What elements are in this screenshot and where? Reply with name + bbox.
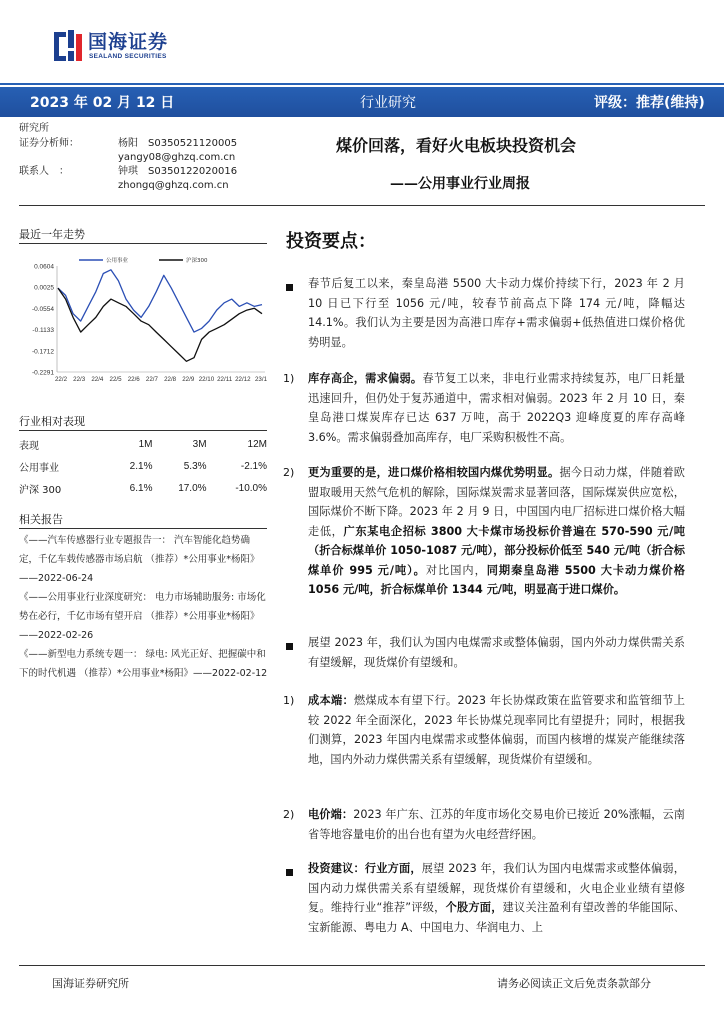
investment-highlights-heading: 投资要点： — [286, 231, 376, 252]
contact-email[interactable]: zhongq@ghzq.com.cn — [118, 180, 229, 191]
table-cell: 17.0% — [178, 482, 207, 494]
para-inventory: 库存高企，需求偏弱。春节复工以来，非电行业需求持续复苏，电厂日耗量迅速回升，但仍处于复苏通道中，需求相对偏弱。2023 年 2 月 10 日，秦皇岛港口煤炭库存已达 637 万吨，高于 2022Q3 迎峰度夏的库存高峰 3.6%。需求偏弱叠加高库存，电厂采购积极性不高。 — [308, 372, 685, 444]
table-cell: 公用事业 — [19, 462, 59, 474]
logo-text-en: SEALAND SECURITIES — [89, 53, 167, 60]
x-tick-label: 22/12 — [235, 376, 251, 383]
logo-text-cn: 国海证券 — [88, 31, 169, 53]
x-tick-label: 22/11 — [217, 376, 233, 383]
para-price-side: 电价端：2023 年广东、江苏的年度市场化交易电价已接近 20%涨幅，云南省等地容量电价的出台也有望为火电经营纾困。 — [308, 808, 685, 841]
x-tick-label: 22/6 — [127, 376, 140, 383]
table-header-cell: 表现 — [19, 440, 39, 452]
x-tick-label: 22/8 — [164, 376, 177, 383]
list-number: 1) — [283, 372, 295, 385]
related-reports — [19, 531, 269, 683]
y-tick-label: 0.0604 — [34, 263, 54, 271]
report-rating: 评级：推荐(维持) — [594, 95, 705, 111]
x-tick-label: 22/2 — [54, 376, 68, 383]
related-report-item[interactable]: 《——公用事业行业深度研究： 电力市场辅助服务: 市场化势在必行，千亿市场有望开启 （推荐）*公用事业*杨阳》——2022-02-26 — [19, 592, 266, 641]
analyst-name: 杨阳 — [118, 138, 138, 149]
para-recommendation: 投资建议：行业方面，展望 2023 年，我们认为国内电煤需求或整体偏弱，国内动力煤供需关系有望缓解，现货煤价有望缓和，火电企业业绩有望修复。维持行业“推荐”评级，个股方面，建议关注盈利有望改善的华能国际、宝新能源、粤电力 A、中国电力、华润电力、上 — [308, 862, 685, 934]
table-header-cell: 1M — [138, 438, 153, 450]
table-header-row — [19, 433, 267, 455]
bullet-icon — [286, 869, 293, 876]
reports-heading: 相关报告 — [19, 513, 63, 526]
institute-label: 研究所 — [19, 123, 49, 134]
para-outlook: 展望 2023 年，我们认为国内电煤需求或整体偏弱，国内外动力煤供需关系有望缓解，现货煤价有望缓和。 — [308, 636, 685, 669]
y-tick-label: -0.1712 — [31, 348, 54, 356]
analyst-label: 证券分析师： — [19, 138, 79, 149]
table-cell: -2.1% — [240, 460, 267, 472]
header-divider — [19, 205, 705, 206]
performance-table — [19, 433, 267, 499]
perf-heading: 行业相对表现 — [19, 415, 85, 428]
perf-heading-rule — [19, 430, 267, 431]
series-line — [58, 270, 262, 332]
x-tick-label: 22/10 — [198, 376, 215, 383]
table-header-cell: 12M — [247, 438, 267, 450]
footer-disclaimer: 请务必阅读正文后免责条款部分 — [497, 977, 651, 990]
footer-institute: 国海证券研究所 — [52, 977, 129, 990]
legend-label: 沪深300 — [186, 258, 208, 264]
reports-heading-rule — [19, 528, 267, 529]
contact-cert: S0350122020016 — [148, 166, 238, 177]
list-number: 2) — [283, 808, 295, 821]
chart-heading: 最近一年走势 — [19, 228, 85, 241]
related-report-item[interactable]: 《——汽车传感器行业专题报告一： 汽车智能化趋势确定，千亿车载传感器市场启航 （推荐）*公用事业*杨阳》——2022-06-24 — [19, 535, 260, 584]
table-row — [19, 455, 267, 477]
trend-chart — [19, 252, 267, 384]
para-cost-side: 成本端：燃煤成本有望下行。2023 年长协煤政策在监管要求和监管细节上较 2022 年全面深化，2023 年长协煤兑现率同比有望提升；同时，根据我们测算，2023 年国内电煤需求或整体偏弱，而国内核增的煤炭产能继续落地，国内外动力煤供需关系有望缓解，现货煤价有望缓和。 — [308, 694, 685, 766]
y-tick-label: -0.0554 — [31, 305, 54, 313]
logo-mark-icon — [52, 28, 84, 62]
table-cell: 6.1% — [129, 482, 153, 494]
bullet-icon — [286, 284, 293, 291]
analyst-email[interactable]: yangy08@ghzq.com.cn — [118, 152, 236, 163]
y-tick-label: -0.2291 — [31, 369, 54, 377]
list-number: 2) — [283, 466, 295, 479]
para-import-coal: 更为重要的是，进口煤价格相较国内煤优势明显。据今日动力煤，伴随着欧盟取暖用天然气危机的解除，国际煤炭需求显著回落，国际煤炭供应宽松，国际煤价不断下降。2023 年 2 月 9 日，中国国内电厂招标进口煤价格大幅走低，广东某电企招标 3800 大卡煤市场投标价普遍在 570-590 元/吨（折合标煤单价 1050-1087 元/吨），部分投标价低至 540 元/吨（折合标煤单价 995 元/吨）。对比国内，同期秦皇岛港 5500 大卡动力煤价格 1056 元/吨，折合标煤单价 1344 元/吨，明显高于进口煤价。 — [308, 466, 685, 596]
table-cell: 2.1% — [129, 460, 153, 472]
related-report-item[interactable]: 《——新型电力系统专题一： 绿电: 风光正好、把握碳中和下的时代机遇 （推荐）*公用事业*杨阳》——2022-02-12 — [19, 649, 268, 679]
chart-heading-rule — [19, 243, 267, 244]
table-header-cell: 3M — [192, 438, 207, 450]
report-title: 煤价回落，看好火电板块投资机会 — [336, 136, 577, 155]
report-date: 2023 年 02 月 12 日 — [30, 95, 175, 111]
x-tick-label: 23/1 — [254, 376, 267, 383]
footer-divider — [19, 965, 705, 966]
list-number: 1) — [283, 694, 295, 707]
y-tick-label: -0.1133 — [32, 327, 54, 335]
table-cell: 沪深 300 — [19, 484, 62, 496]
x-tick-label: 22/4 — [91, 376, 104, 383]
report-category: 行业研究 — [360, 95, 416, 111]
bullet-icon — [286, 643, 293, 650]
company-logo — [52, 26, 192, 66]
y-tick-label: 0.0025 — [34, 284, 54, 292]
table-row — [19, 477, 267, 499]
x-tick-label: 22/3 — [73, 376, 86, 383]
contact-name: 钟琪 — [118, 166, 138, 177]
para-overview: 春节后复工以来，秦皇岛港 5500 大卡动力煤价持续下行，2023 年 2 月 10 日已下行至 1056 元/吨，较春节前高点下降 174 元/吨，降幅达 14.1%。我们认为主要是因为高港口库存+需求偏弱+低热值进口煤价格优势明显。 — [308, 277, 685, 349]
x-tick-label: 22/5 — [109, 376, 122, 383]
report-subtitle: ——公用事业行业周报 — [390, 176, 530, 192]
table-cell: -10.0% — [235, 482, 267, 494]
table-cell: 5.3% — [183, 460, 207, 472]
banner-top-line — [0, 83, 724, 85]
x-tick-label: 22/9 — [182, 376, 195, 383]
header-banner — [0, 87, 724, 117]
legend-label: 公用事业 — [106, 258, 129, 264]
analyst-cert: S0350521120005 — [148, 138, 238, 149]
contact-label: 联系人 ： — [19, 166, 69, 177]
x-tick-label: 22/7 — [145, 376, 158, 383]
